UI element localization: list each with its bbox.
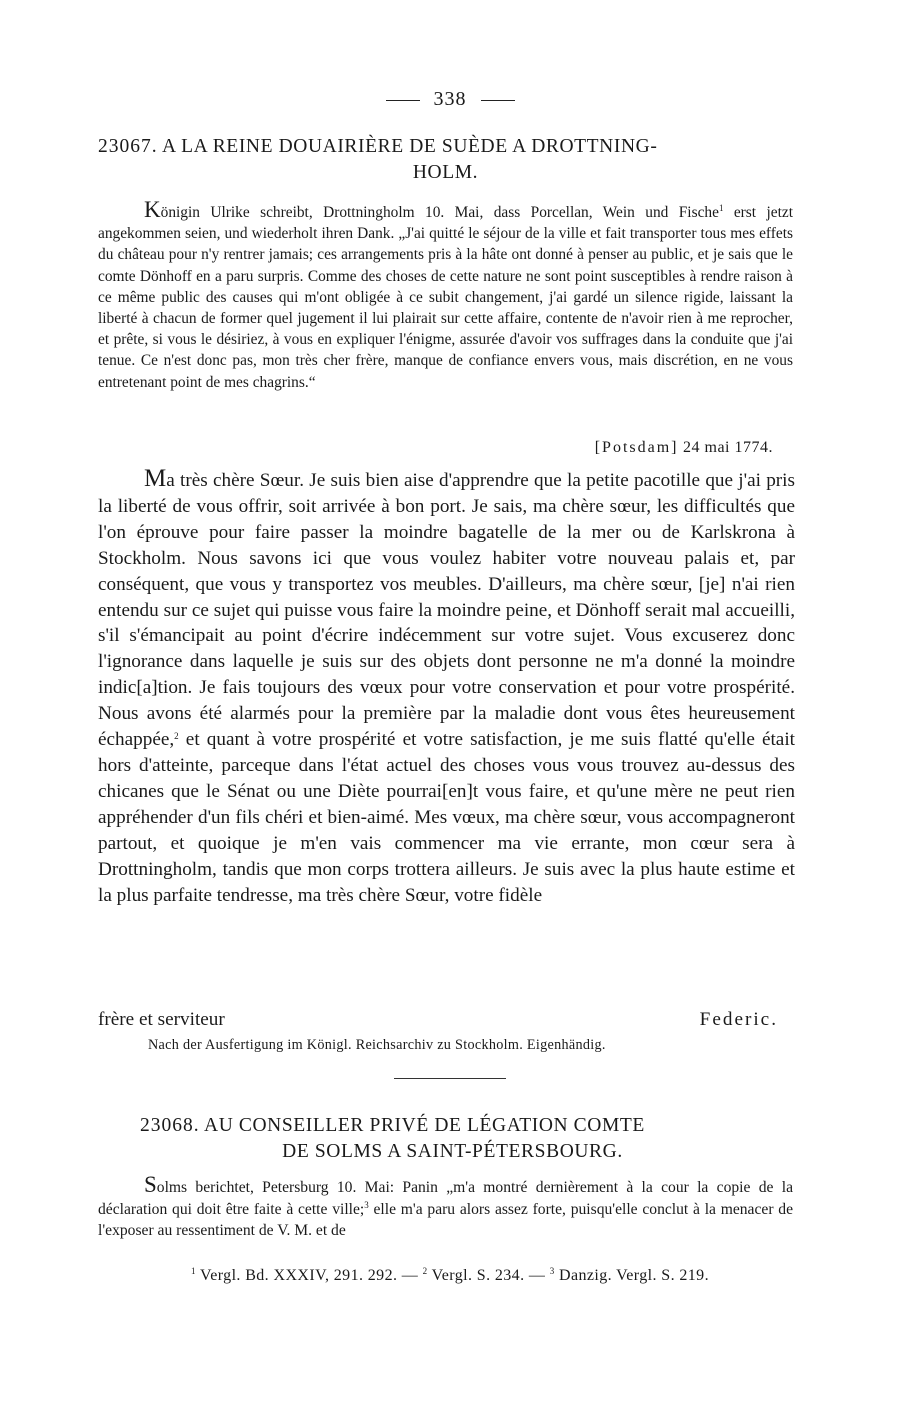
- summary2-text-part2: elle m'a paru alors assez forte, puisqu'elle conclut à la menacer de l'exposer au ressentiment de V. M. et de: [98, 1200, 793, 1239]
- footnote-3-text: Danzig. Vergl. S. 219.: [559, 1267, 709, 1284]
- summary-initial: K: [144, 197, 161, 222]
- summary-text-part1: önigin Ulrike schreibt, Drottningholm 10. Mai, dass Porcellan, Wein und Fische: [160, 204, 719, 221]
- dateline: [595, 439, 773, 457]
- letter-23068-heading: [140, 1113, 765, 1165]
- letter-23067-signoff: [98, 1008, 778, 1032]
- body-text-part1: a très chère Sœur. Je suis bien aise d'apprendre que la petite pacotille que j'ai pris la liberté de vous offrir, soit arrivée à bon port. Je sais, ma chère sœur, les difficultés que l'on éprouve pour faire passer la moindre bagatelle de la mer ou de Karlskrona à Stockholm. Nous savons ici que vous voulez habiter votre nouveau palais et, par conséquent, que vous y transportez vos meubles. D'ailleurs, ma chère sœur, [je] n'ai rien entendu sur ce sujet qui puisse vous faire la moindre peine, et Dönhoff serait mal accueilli, s'il s'émancipait au point d'écrire indécemment sur votre sujet. Vous excuserez donc l'ignorance dans laquelle je suis sur des objets dont personne ne m'a donné la moindre indic[a]tion. Je fais toujours des vœux pour votre conservation et pour votre prospérité. Nous avons été alarmés pour la première par la maladie dont vous êtes heureusement échappée,: [98, 470, 795, 751]
- summary-text-part2: erst jetzt angekommen seien, und wiederholt ihren Dank. „J'ai quitté le séjour de la ville et fait transporter tous mes effets du château pour n'y rentrer jamais; ces arrangements pris à la hâte ont donné à penser au public, et je sais que le comte Dönhoff en a paru surpris. Comme des choses de cette nature ne sont point susceptibles à rendre raison à ce même public des causes qui m'ont obligée à ce subit changement, j'ai gardé un silence rigide, laissant la liberté à chacun de former quel jugement il lui plairait sur cette affaire, contente de n'avoir rien à me reprocher, et prête, si vous le désiriez, à vous en expliquer l'énigme, assurée d'avoir vos suffrages dans la conduite que j'ai tenue. Ce n'est donc pas, mon très cher frère, manque de confiance envers vous, mais discrétion, en ne vous entretenant point de mes chagrins.“: [98, 204, 793, 391]
- footnote-3-mark: 3: [549, 1266, 555, 1276]
- footnote-1-mark: 1: [191, 1266, 196, 1276]
- signature: Federic.: [699, 1009, 778, 1030]
- section-divider: [394, 1078, 506, 1079]
- letter-23068-number: 23068.: [140, 1115, 200, 1136]
- footnote-ref-3: 3: [364, 1199, 369, 1210]
- footnote-2-mark: 2: [422, 1266, 428, 1276]
- letter-23068-title-line1: AU CONSEILLER PRIVÉ DE LÉGATION COMTE: [204, 1115, 645, 1136]
- footnote-2-text: Vergl. S. 234. —: [431, 1267, 546, 1284]
- letter-23068-title-line2: DE SOLMS A SAINT-PÉTERSBOURG.: [282, 1141, 623, 1162]
- letter-23067-body: [98, 466, 795, 908]
- letter-23067-number: 23067.: [98, 136, 158, 157]
- letter-23067-summary: [98, 199, 793, 393]
- footnote-ref-2: 2: [174, 731, 179, 742]
- page-number-text: 338: [433, 88, 467, 110]
- letter-23067-title-line2: HOLM.: [412, 162, 479, 183]
- page-number: [0, 88, 900, 111]
- page-number-dash-right: [481, 100, 515, 101]
- letter-23067-title-line1: A LA REINE DOUAIRIÈRE DE SUÈDE A DROTTNING-: [162, 136, 658, 157]
- footnotes: [0, 1267, 900, 1285]
- letter-23067-heading: [98, 134, 793, 186]
- summary2-initial: S: [144, 1172, 157, 1197]
- footnote-ref-1: 1: [718, 203, 724, 213]
- letter-23068-summary: [98, 1174, 793, 1242]
- body-initial: M: [144, 465, 167, 492]
- summary2-text-part1: olms berichtet, Petersburg 10. Mai: Panin „m'a montré dernièrement à la cour la copie de la déclaration qui doit être faite à cette ville;: [98, 1179, 793, 1218]
- page-number-dash-left: [386, 100, 420, 101]
- source-note: Nach der Ausfertigung im Königl. Reichsarchiv zu Stockholm. Eigenhändig.: [148, 1037, 606, 1053]
- footnote-1-text: Vergl. Bd. XXXIV, 291. 292. —: [200, 1267, 419, 1284]
- closing-text: frère et serviteur: [98, 1009, 225, 1030]
- dateline-date: 24 mai 1774.: [683, 439, 773, 456]
- dateline-place: [Potsdam]: [594, 439, 679, 456]
- body-text-part2: et quant à votre prospérité et votre satisfaction, je me suis flatté qu'elle était hors d'atteinte, parceque dans l'état actuel des choses vous vous trouvez au-dessus des chicanes que le Sénat ou une Diète pourrai[en]t vous faire, et qu'une mère ne peut rien appréhender d'un fils chéri et bien-aimé. Mes vœux, ma chère sœur, vous accompagneront partout, et quoique je m'en vais commencer ma vie errante, mon cœur sera à Drottningholm, tandis que mon corps trottera ailleurs. Je suis avec la plus haute estime et la plus parfaite tendresse, ma très chère Sœur, votre fidèle: [98, 729, 795, 906]
